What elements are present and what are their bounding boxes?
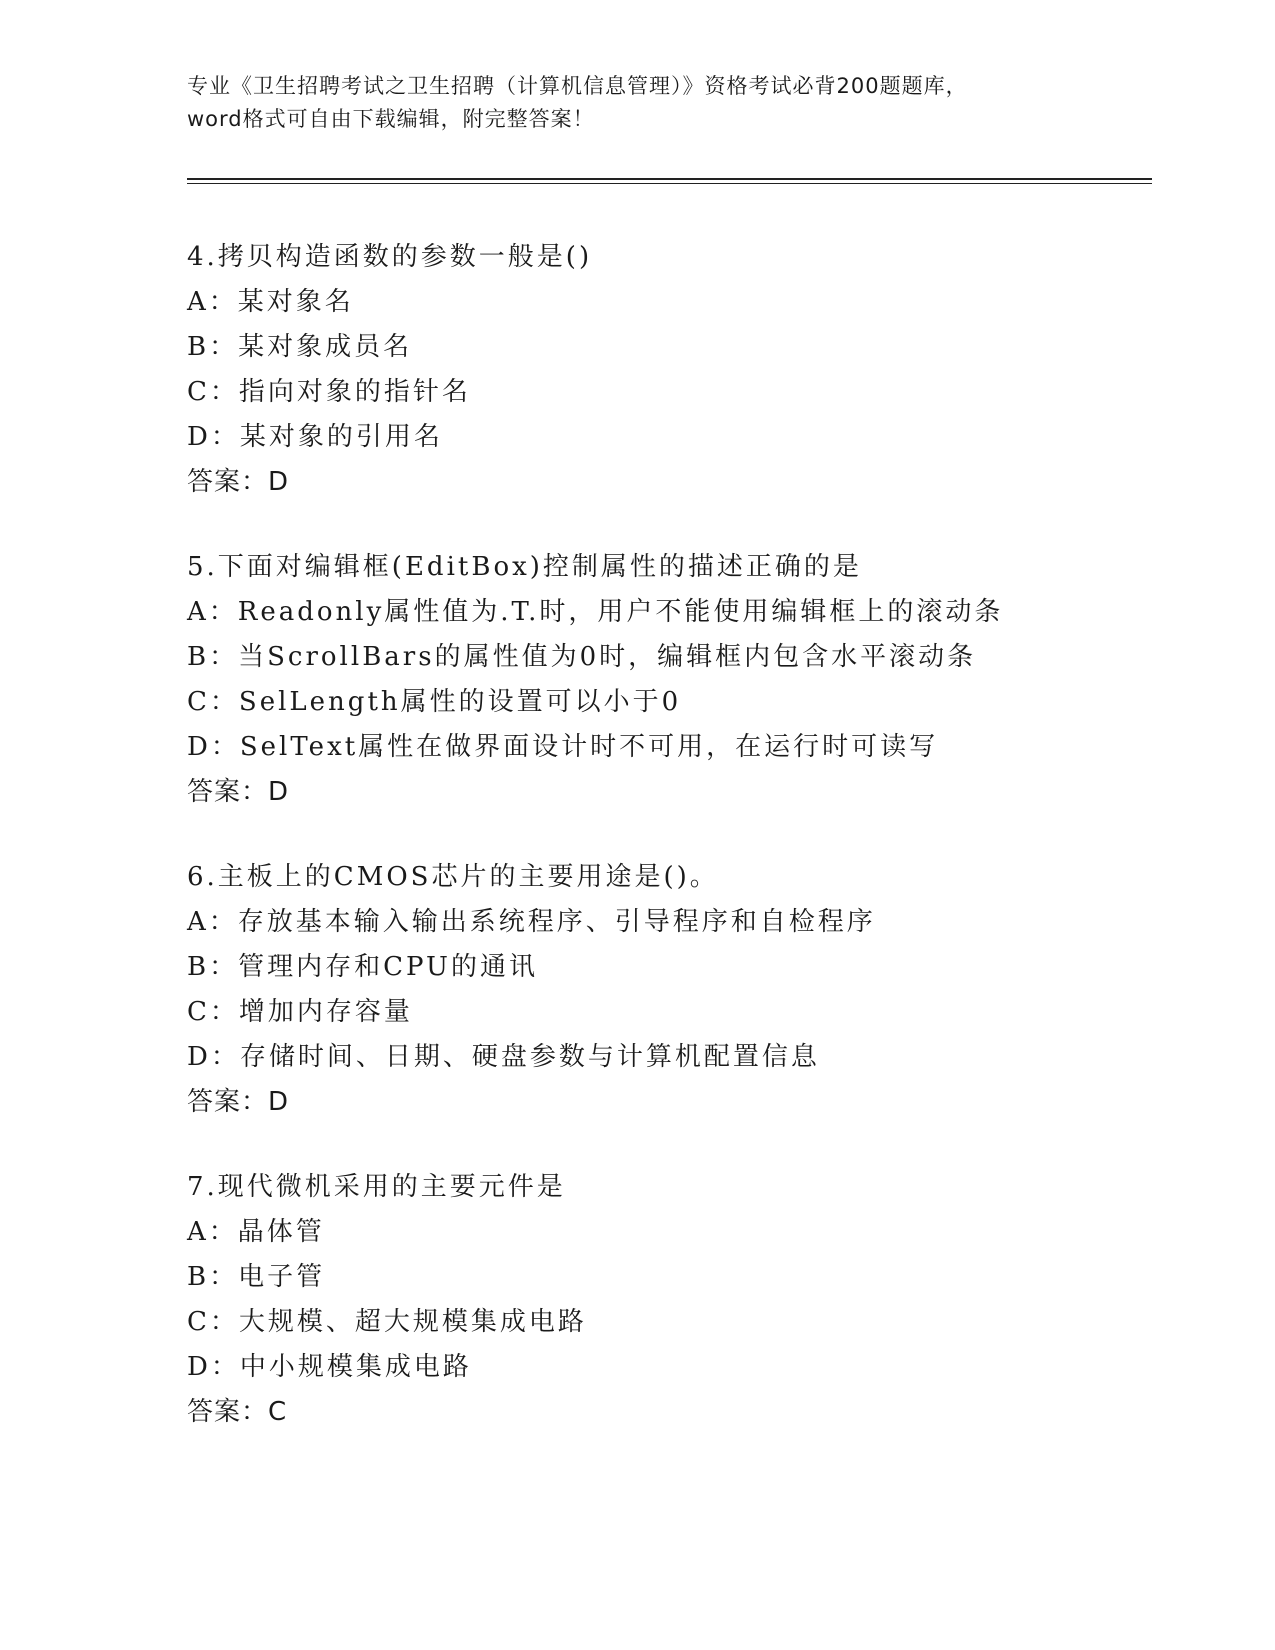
question-item <box>187 855 1187 1125</box>
option-a: A：Readonly属性值为.T.时，用户不能使用编辑框上的滚动条 <box>187 597 1004 627</box>
option-a: A：存放基本输入输出系统程序、引导程序和自检程序 <box>187 907 876 937</box>
option-b: B：当ScrollBars的属性值为0时，编辑框内包含水平滚动条 <box>187 642 977 672</box>
option-d: D：中小规模集成电路 <box>187 1352 472 1382</box>
answer-line: 答案：C <box>187 1397 288 1427</box>
option-b: B：电子管 <box>187 1262 326 1292</box>
question-item <box>187 235 1187 505</box>
question-stem: 6.主板上的CMOS芯片的主要用途是()。 <box>187 862 719 892</box>
document-header <box>187 70 1087 136</box>
question-item <box>187 545 1187 815</box>
answer-line: 答案：D <box>187 1087 290 1117</box>
option-c: C：SelLength属性的设置可以小于0 <box>187 687 682 717</box>
question-item <box>187 1165 1187 1435</box>
option-a: A：某对象名 <box>187 287 354 317</box>
option-c: C：指向对象的指针名 <box>187 377 471 407</box>
option-d: D：SelText属性在做界面设计时不可用，在运行时可读写 <box>187 732 939 762</box>
answer-line: 答案：D <box>187 467 290 497</box>
question-list <box>187 235 1187 1475</box>
option-d: D：存储时间、日期、硬盘参数与计算机配置信息 <box>187 1042 820 1072</box>
answer-line: 答案：D <box>187 777 290 807</box>
header-divider-top <box>187 178 1152 180</box>
header-line-1: 专业《卫生招聘考试之卫生招聘（计算机信息管理）》资格考试必背200题题库， <box>187 74 968 98</box>
question-stem: 4.拷贝构造函数的参数一般是() <box>187 242 593 272</box>
option-a: A：晶体管 <box>187 1217 325 1247</box>
option-d: D：某对象的引用名 <box>187 422 443 452</box>
question-stem: 5.下面对编辑框(EditBox)控制属性的描述正确的是 <box>187 552 862 582</box>
option-c: C：大规模、超大规模集成电路 <box>187 1307 587 1337</box>
option-b: B：管理内存和CPU的通讯 <box>187 952 538 982</box>
header-line-2: word格式可自由下载编辑，附完整答案！ <box>187 107 595 131</box>
header-divider-bottom <box>187 183 1152 184</box>
option-c: C：增加内存容量 <box>187 997 413 1027</box>
question-stem: 7.现代微机采用的主要元件是 <box>187 1172 566 1202</box>
option-b: B：某对象成员名 <box>187 332 413 362</box>
